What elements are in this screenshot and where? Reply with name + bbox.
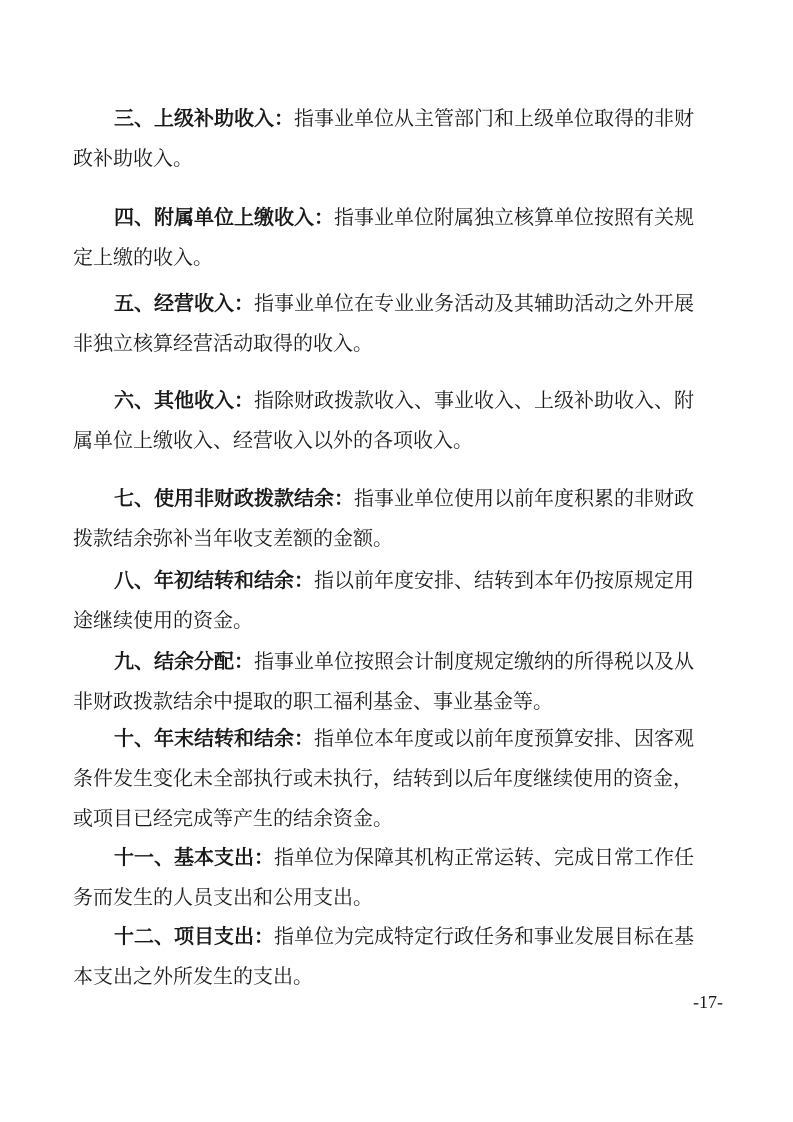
paragraph-year-end-carryover bbox=[73, 718, 728, 838]
term-label: 四、附属单位上缴收入： bbox=[114, 205, 334, 229]
page-number: -17- bbox=[693, 992, 723, 1012]
definition-text: 定上缴的收入。 bbox=[73, 245, 213, 269]
term-label: 十一、基本支出： bbox=[114, 845, 274, 869]
paragraph-line bbox=[73, 283, 728, 323]
definition-text: 非独立核算经营活动取得的收入。 bbox=[73, 331, 373, 355]
paragraph-line bbox=[73, 197, 728, 237]
paragraph-line bbox=[73, 380, 728, 420]
definition-text: 指除财政拨款收入、事业收入、上级补助收入、附 bbox=[254, 388, 694, 412]
definition-text: 指单位本年度或以前年度预算安排、因客观 bbox=[314, 726, 694, 750]
paragraph-operating-income bbox=[73, 283, 728, 363]
paragraph-line bbox=[73, 718, 728, 758]
term-label: 六、其他收入： bbox=[114, 388, 254, 412]
paragraph-project-expenditure bbox=[73, 916, 728, 996]
paragraph-line bbox=[73, 478, 728, 518]
definition-text: 指单位为保障其机构正常运转、完成日常工作任 bbox=[274, 845, 694, 869]
paragraph-affiliated-unit-income bbox=[73, 197, 728, 277]
definition-text: 或项目已经完成等产生的结余资金。 bbox=[73, 806, 393, 830]
paragraph-basic-expenditure bbox=[73, 837, 728, 917]
term-label: 八、年初结转和结余： bbox=[114, 568, 314, 592]
paragraph-line bbox=[73, 837, 728, 877]
term-label: 五、经营收入： bbox=[114, 291, 254, 315]
definition-text: 条件发生变化未全部执行或未执行，结转到以后年度继续使用的资金， bbox=[73, 766, 693, 790]
definition-text: 本支出之外所发生的支出。 bbox=[73, 964, 313, 988]
paragraph-line bbox=[73, 641, 728, 681]
definition-text: 指事业单位在专业业务活动及其辅助活动之外开展 bbox=[254, 291, 694, 315]
term-label: 十、年末结转和结余： bbox=[114, 726, 314, 750]
definition-text: 非财政拨款结余中提取的职工福利基金、事业基金等。 bbox=[73, 689, 553, 713]
term-label: 九、结余分配： bbox=[114, 649, 254, 673]
paragraph-beginning-carryover bbox=[73, 560, 728, 640]
definition-text: 指事业单位按照会计制度规定缴纳的所得税以及从 bbox=[254, 649, 694, 673]
definition-text: 指以前年度安排、结转到本年仍按原规定用 bbox=[314, 568, 694, 592]
term-label: 十二、项目支出： bbox=[114, 924, 274, 948]
definition-text: 指事业单位使用以前年度积累的非财政 bbox=[354, 486, 694, 510]
paragraph-non-fiscal-balance-usage bbox=[73, 478, 728, 558]
term-label: 七、使用非财政拨款结余： bbox=[114, 486, 354, 510]
paragraph-line bbox=[73, 560, 728, 600]
definition-text: 途继续使用的资金。 bbox=[73, 608, 253, 632]
paragraph-superior-subsidy-income bbox=[73, 98, 728, 178]
paragraph-balance-distribution bbox=[73, 641, 728, 721]
paragraph-line bbox=[73, 916, 728, 956]
definition-text: 务而发生的人员支出和公用支出。 bbox=[73, 885, 373, 909]
definition-text: 政补助收入。 bbox=[73, 146, 193, 170]
paragraph-line bbox=[73, 98, 728, 138]
definition-text: 拨款结余弥补当年收支差额的金额。 bbox=[73, 526, 393, 550]
paragraph-other-income bbox=[73, 380, 728, 460]
definition-text: 指事业单位附属独立核算单位按照有关规 bbox=[334, 205, 694, 229]
definition-text: 属单位上缴收入、经营收入以外的各项收入。 bbox=[73, 428, 473, 452]
definition-text: 指单位为完成特定行政任务和事业发展目标在基 bbox=[274, 924, 694, 948]
term-label: 三、上级补助收入： bbox=[114, 106, 294, 130]
definition-text: 指事业单位从主管部门和上级单位取得的非财 bbox=[294, 106, 694, 130]
